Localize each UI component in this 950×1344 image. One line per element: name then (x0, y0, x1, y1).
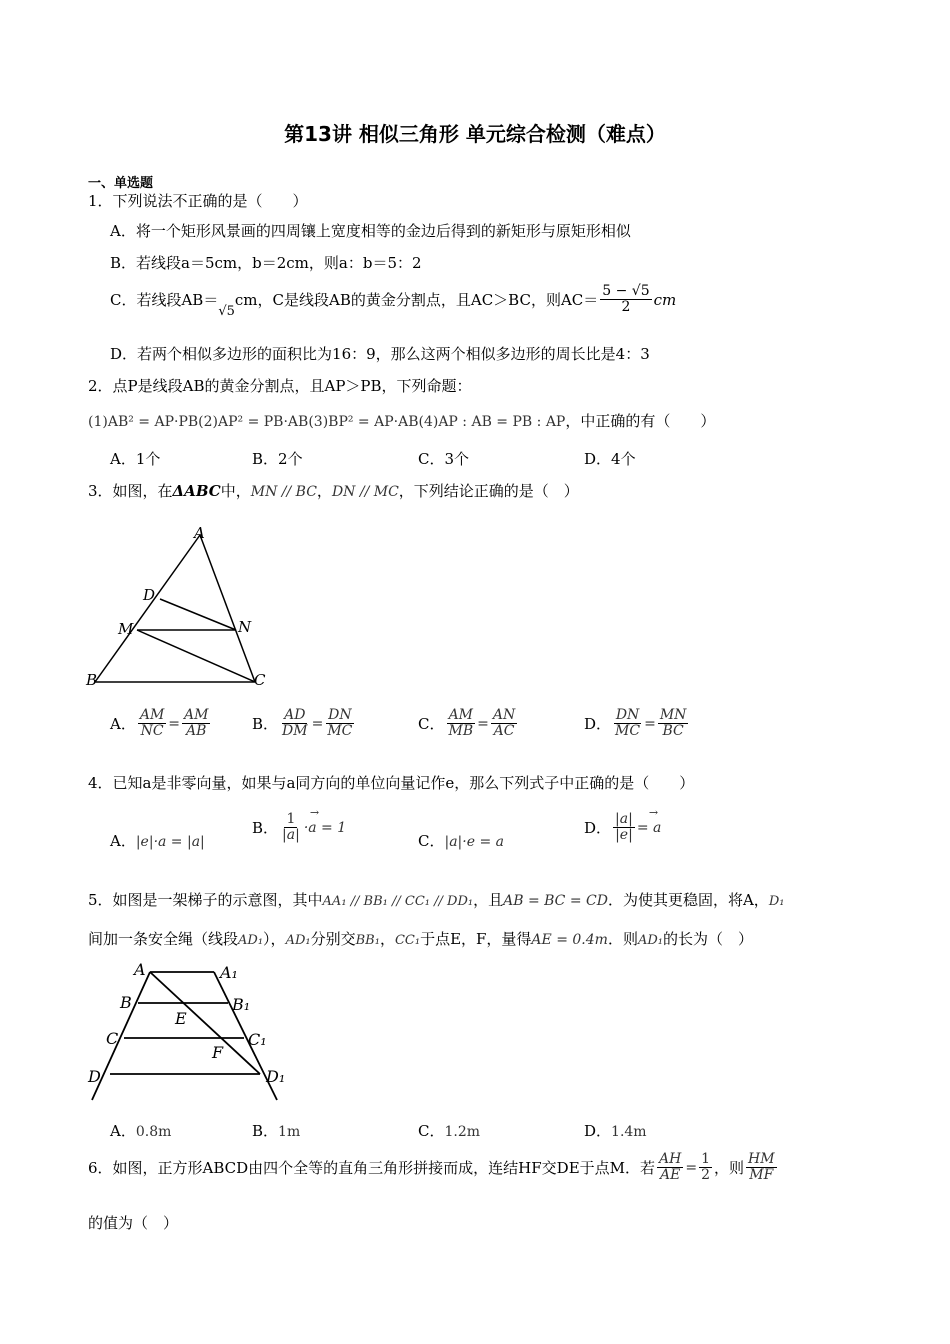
q5-d-value: 1.4m (611, 1124, 647, 1140)
q4-option-c (418, 830, 504, 851)
q6-stem-pre: 6．如图，正方形ABCD由四个全等的直角三角形拼接而成，连结HF交DE于点M．若 (88, 1159, 656, 1178)
q6-eq: = (685, 1159, 698, 1176)
edge-ac (200, 535, 255, 682)
q3-cond1: MN // BC (250, 484, 317, 500)
label-d: D (143, 586, 156, 604)
q2-option-a: A．1个 (110, 450, 161, 468)
q2-stem: 2．点P是线段AB的黄金分割点，且AP＞PB，下列命题： (88, 377, 472, 395)
q5-option-d (584, 1120, 647, 1141)
q5-l2-e: ．则 (607, 930, 638, 948)
q5-option-b (252, 1120, 300, 1141)
q2-tail: ，中正确的有（ ） (565, 412, 716, 430)
q3-d-d1: MC (615, 723, 641, 740)
q4-d-arrow: → (648, 805, 659, 819)
q4-b-arrow: → (309, 805, 320, 819)
q4-option-b (252, 805, 347, 844)
q5-a-letter: A． (110, 1122, 136, 1140)
q3-b-n2: DN (328, 707, 352, 723)
q5-l1-eq: AB = BC = CD (503, 893, 608, 909)
q4-stem: 4．已知a是非零向量，如果与a同方向的单位向量记作e，那么下列式子中正确的是（ ） (88, 774, 695, 792)
q6-d3: MF (749, 1167, 774, 1184)
q3-a-letter: A． (110, 715, 136, 734)
q3-a-d2: AB (186, 723, 207, 740)
q1-option-c (110, 283, 677, 320)
label-d1: D₁ (266, 1067, 286, 1086)
q5-ladder-figure (82, 958, 302, 1106)
q5-l2-a: ）， (263, 930, 286, 948)
label-c1: C₁ (248, 1030, 267, 1049)
label-b: B (86, 671, 98, 689)
section-heading: 一、单选题 (88, 176, 154, 191)
q2-option-b: B．2个 (252, 450, 303, 468)
q5-l2-pre: 间加一条安全绳（线段 (88, 930, 239, 948)
q5-line1 (88, 889, 784, 910)
label-a1: A₁ (220, 963, 238, 982)
label-f: F (212, 1043, 224, 1062)
q3-option-a: A． $\frac{AM}{NC}$ = $\frac{AM}{AB}$ (110, 707, 209, 740)
q1-c-pre: C．若线段AB＝ (110, 291, 219, 310)
q5-c-letter: C． (418, 1122, 445, 1140)
q3-stem (88, 480, 579, 501)
label-c: C (254, 671, 266, 689)
q6-line2: 的值为（ ） (88, 1214, 179, 1232)
q5-l2-seg3: AD₁ (637, 933, 663, 948)
label-e: E (175, 1009, 187, 1028)
safety-rope-ad1 (150, 972, 260, 1074)
q5-l1-mid: ，且 (473, 891, 504, 909)
q3-d-letter: D． (584, 715, 612, 734)
q5-option-a (110, 1120, 171, 1141)
q4-d-den: |e| (615, 827, 633, 844)
q5-l2-b: 分别交 (310, 930, 356, 948)
q5-l2-seg2: AD₁ (285, 933, 311, 948)
q5-l2-f: 的长为（ ） (662, 930, 753, 948)
q1-c-fraction (600, 284, 651, 316)
q5-l1-pre: 5．如图是一架梯子的示意图，其中 (88, 891, 323, 909)
q2-option-d: D．4个 (584, 450, 636, 468)
q1-c-root: √5 (218, 304, 235, 320)
page-title: 第13讲 相似三角形 单元综合检测（难点） (284, 122, 666, 146)
q6-n1: AH (659, 1151, 682, 1167)
label-d: D (88, 1067, 101, 1086)
q5-l1-post: ．为使其更稳固，将A， (607, 891, 769, 909)
label-b1: B₁ (232, 995, 251, 1014)
q5-l2-c: ， (379, 930, 395, 948)
q4-d-tail: = a (636, 819, 662, 836)
q1-option-b: B．若线段a＝5cm，b＝2cm，则a：b＝5：2 (110, 254, 422, 272)
q3-c-d2: AC (493, 723, 515, 740)
q5-l2-seg: AD₁ (238, 933, 264, 948)
q3-stem-mid: 中， (220, 482, 251, 500)
q3-stem-pre: 3．如图，在 (88, 482, 173, 500)
q5-l2-ae: AE = 0.4m (531, 932, 608, 948)
q3-d-d2: BC (662, 723, 684, 740)
q1-option-d: D．若两个相似多边形的面积比为16：9，那么这两个相似多边形的周长比是4：3 (110, 345, 650, 363)
q3-a-n2: AM (184, 707, 209, 723)
q4-d-letter: D． (584, 819, 612, 838)
q3-d-n2: MN (659, 707, 687, 723)
q4-b-num: 1 (286, 811, 296, 827)
q3-c-d1: MB (448, 723, 474, 740)
q3-b-d2: MC (327, 723, 353, 740)
q3-stem-post: ，下列结论正确的是（ ） (398, 482, 579, 500)
q1-option-a: A．将一个矩形风景画的四周镶上宽度相等的金边后得到的新矩形与原矩形相似 (110, 222, 631, 240)
q4-a-expr: |e|·a = |a| (135, 834, 205, 850)
q1-c-post: cm (653, 290, 677, 309)
q5-c-value: 1.2m (444, 1124, 481, 1140)
q1-c-mid: cm，C是线段AB的黄金分割点，且AC＞BC，则AC＝ (234, 291, 599, 310)
label-a: A (194, 524, 205, 542)
q3-triangle: ΔABC (172, 482, 221, 500)
q4-b-letter: B． (252, 819, 279, 838)
q2-props-line (88, 410, 715, 431)
q3-b-d1: DM (282, 723, 308, 740)
q5-l1-rel: AA₁ // BB₁ // CC₁ // DD₁ (322, 894, 474, 909)
q5-l2-cc: CC₁ (394, 933, 421, 948)
q3-c-n2: AN (492, 707, 516, 723)
label-a: A (134, 960, 146, 979)
q2-props: (1)AB² = AP·PB(2)AP² = PB·AB(3)BP² = AP·AB(4)AP : AB = PB : AP (88, 414, 566, 430)
segment-dn (160, 599, 236, 630)
q3-c-n1: AM (448, 707, 474, 723)
q3-cond2: DN // MC (331, 484, 399, 500)
label-c: C (106, 1029, 119, 1048)
q5-option-c (418, 1120, 480, 1141)
q5-a-value: 0.8m (135, 1124, 172, 1140)
q4-c-letter: C． (418, 832, 445, 850)
q1-c-den: 2 (621, 299, 631, 316)
q3-b-n1: AD (284, 707, 306, 723)
q3-a-n1: AM (139, 707, 165, 723)
q3-d-n1: DN (615, 707, 640, 723)
q4-c-expr: |a|·e = a (444, 834, 504, 850)
segment-mc (137, 630, 255, 682)
q4-d-num: |a| (615, 811, 633, 827)
q4-b-tail: ·a = 1 (303, 819, 347, 836)
q3-triangle-figure (80, 520, 280, 695)
q6-d1: AE (660, 1167, 681, 1184)
q6-n2: 1 (701, 1151, 710, 1167)
q5-b-value: 1m (278, 1124, 301, 1140)
q3-c-letter: C． (418, 715, 445, 734)
q5-b-letter: B． (252, 1122, 279, 1140)
q5-l2-bb: BB₁ (355, 933, 380, 948)
q4-option-a (110, 830, 205, 851)
q2-option-c: C．3个 (418, 450, 470, 468)
q5-d-letter: D． (584, 1122, 612, 1140)
q6-stem (88, 1152, 779, 1184)
q6-n3: HM (748, 1151, 775, 1167)
q5-line2 (88, 928, 753, 949)
q3-b-letter: B． (252, 715, 279, 734)
q5-l2-d: 于点E，F，量得 (420, 930, 532, 948)
q3-option-c: C． $\frac{AM}{MB}$ = $\frac{AN}{AC}$ (418, 707, 516, 740)
q3-sep: ， (316, 482, 332, 500)
q4-option-d (584, 805, 662, 844)
q3-a-d1: NC (140, 723, 164, 740)
q1-c-num: 5 − √5 (602, 283, 650, 299)
q4-b-den: |a| (282, 827, 300, 844)
q5-l1-end: D₁ (768, 894, 785, 909)
q3-option-b: B． $\frac{AD}{DM}$ = $\frac{DN}{MC}$ (252, 707, 353, 740)
q4-a-letter: A． (110, 832, 136, 850)
q6-d2: 2 (701, 1167, 710, 1184)
label-m: M (118, 620, 134, 638)
q1-stem: 1．下列说法不正确的是（ ） (88, 192, 308, 210)
q6-mid: ，则 (714, 1159, 745, 1178)
label-b: B (120, 993, 132, 1012)
q3-option-d: D． $\frac{DN}{MC}$ = $\frac{MN}{BC}$ (584, 707, 687, 740)
label-n: N (238, 618, 252, 636)
